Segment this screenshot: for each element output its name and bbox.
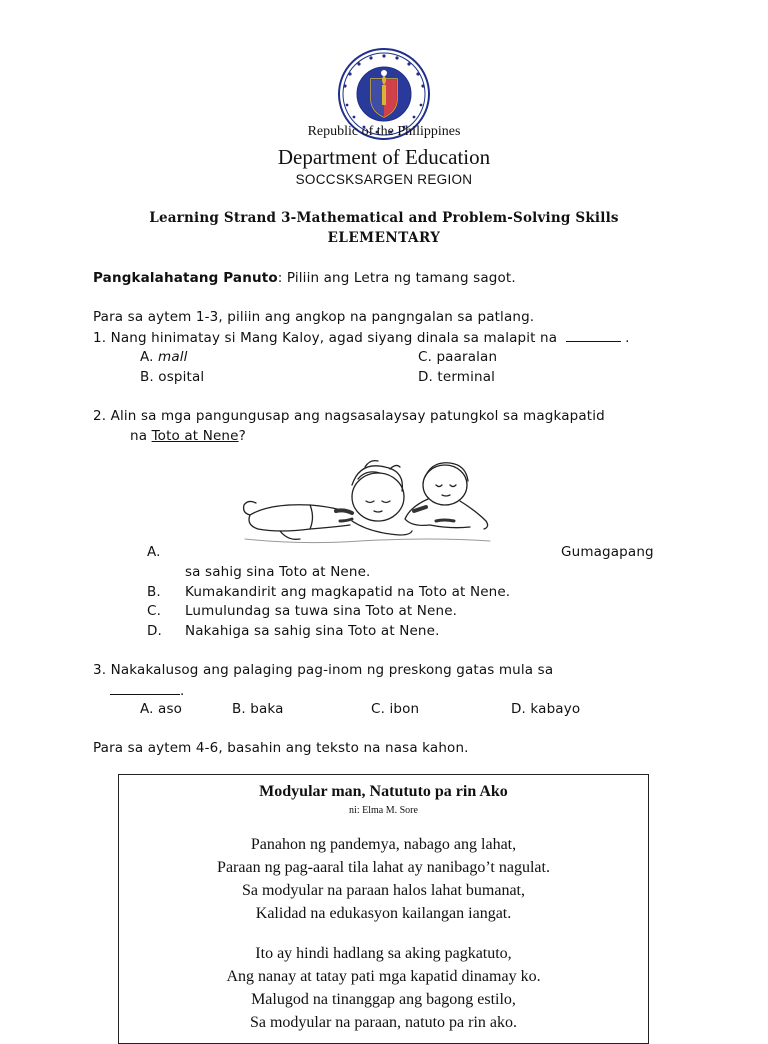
q2-option-d-text: Nakahiga sa sahig sina Toto at Nene.: [185, 623, 440, 639]
q3-option-a[interactable]: A. aso: [140, 701, 183, 717]
q1-option-b[interactable]: B. ospital: [140, 369, 205, 385]
poem-line: Sa modyular na paraan halos lahat bumanat,: [241, 882, 525, 899]
poem-line: Panahon ng pandemya, nabago ang lahat,: [250, 836, 517, 853]
set2-instruction: Para sa aytem 4-6, basahin ang teksto na nasa kahon.: [93, 740, 469, 756]
q3-option-d[interactable]: D. kabayo: [511, 701, 581, 717]
poem-line: Sa modyular na paraan, natuto pa rin ako.: [249, 1014, 518, 1031]
question-1-text: 1. Nang hinimatay si Mang Kaloy, agad siyang dinala sa malapit na: [93, 330, 558, 346]
level-label: ELEMENTARY: [327, 230, 441, 246]
question-3-end: .: [180, 683, 185, 699]
children-crawling-illustration-icon: [240, 455, 495, 550]
q2-option-c-text: Lumulundag sa tuwa sina Toto at Nene.: [185, 603, 458, 619]
question-2-post: ?: [238, 428, 246, 444]
general-instruction: [93, 270, 516, 286]
question-2-pre: na: [130, 428, 152, 444]
instruction-text: : Piliin ang Letra ng tamang sagot.: [277, 270, 516, 286]
question-2-line2: [130, 428, 246, 444]
instruction-label: Pangkalahatang Panuto: [93, 270, 278, 286]
question-2-names: Toto at Nene: [151, 428, 239, 444]
question-3: 3. Nakakalusog ang palaging pag-inom ng preskong gatas mula sa: [93, 662, 554, 678]
question-2-line1: 2. Alin sa mga pangungusap ang nagsasalaysay patungkol sa magkapatid: [93, 408, 605, 424]
poem-title: Modyular man, Natututo pa rin Ako: [259, 783, 508, 800]
poem-line: Paraan ng pag-aaral tila lahat ay nanibago’t nagulat.: [217, 859, 550, 876]
republic-line: Republic of the Philippines: [307, 124, 461, 139]
question-1-end: .: [625, 330, 630, 346]
q1-option-a[interactable]: [140, 349, 188, 365]
answer-blank: [110, 682, 180, 695]
q3-option-b[interactable]: B. baka: [232, 701, 284, 717]
answer-blank: [566, 329, 621, 342]
q2-option-a-word: Gumagapang: [561, 544, 654, 560]
q2-option-b-text: Kumakandirit ang magkapatid na Toto at Nene.: [185, 584, 511, 600]
q1-option-a-text: mall: [158, 349, 188, 365]
poem-line: Kalidad na edukasyon kailangan iangat.: [255, 905, 512, 922]
q1-option-d[interactable]: D. terminal: [418, 369, 496, 385]
poem-line: Ang nanay at tatay pati mga kapatid dinamay ko.: [226, 968, 541, 985]
q2-option-a-continuation: sa sahig sina Toto at Nene.: [185, 564, 371, 580]
department-title: Department of Education: [277, 145, 491, 169]
strand-title: Learning Strand 3-Mathematical and Problem-Solving Skills: [149, 210, 619, 226]
region-label: SOCCSKSARGEN REGION: [295, 172, 473, 187]
poem-line: Ito ay hindi hadlang sa aking pagkatuto,: [255, 945, 512, 962]
poem-box: [118, 774, 649, 1044]
poem-line: Malugod na tinanggap ang bagong estilo,: [251, 991, 516, 1008]
q2-option-a-label[interactable]: A.: [147, 544, 161, 560]
poem-author: ni: Elma M. Sore: [349, 805, 418, 816]
q1-option-c[interactable]: C. paaralan: [418, 349, 498, 365]
q2-option-b-label[interactable]: B.: [147, 584, 161, 600]
set1-instruction: Para sa aytem 1-3, piliin ang angkop na pangngalan sa patlang.: [93, 309, 535, 325]
q2-option-d-label[interactable]: D.: [147, 623, 162, 639]
q2-option-c-label[interactable]: C.: [147, 603, 162, 619]
q3-option-c[interactable]: C. ibon: [371, 701, 420, 717]
question-1: [93, 329, 630, 346]
q1-option-a-label: A.: [140, 349, 154, 365]
question-3-blank-line: [110, 682, 184, 699]
